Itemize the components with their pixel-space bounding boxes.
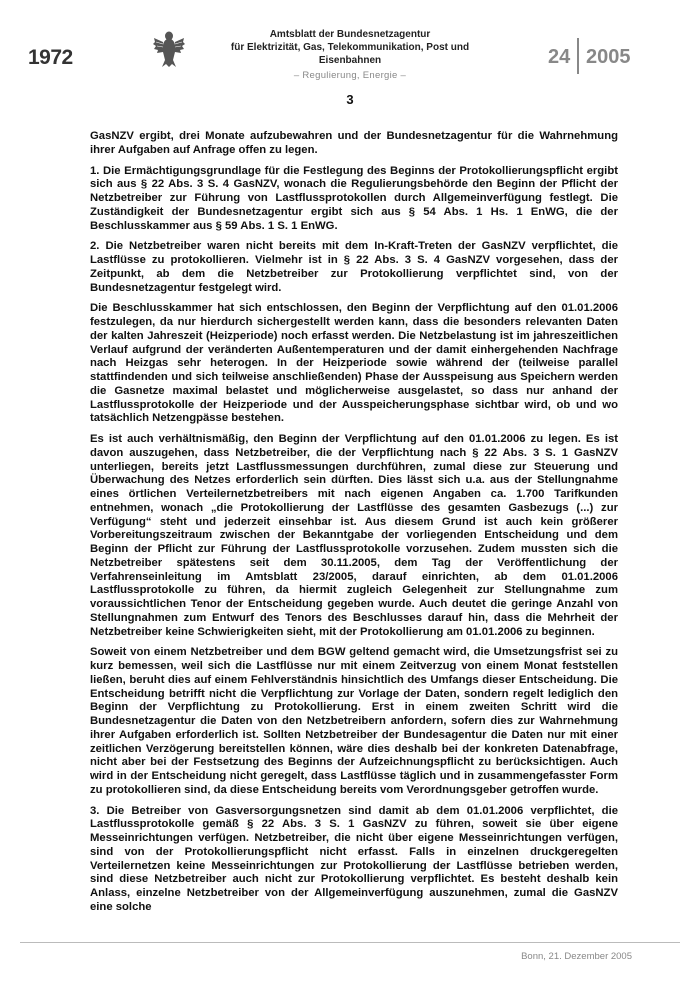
paragraph: Es ist auch verhältnismäßig, den Beginn der Verpflichtung auf den 01.01.2006 zu legen. Es ist davon auszugehen, dass Netzbetreiber, die der Verpflichtung nach § 22 Abs. 3 S. 1 GasNZV unterliegen, bereits jetzt Lastflussmessungen durchführen, zumal diese zur Steuerung und Überwachung des Netzes erforderlich sein dürften. Dies lässt sich u.a. aus der Stellungnahme eines örtlichen Verteilernetzbetreibers mit nach eigenen Angaben ca. 1.700 Tarifkunden entnehmen, wonach „die Protokollierung der Lastflüsse des gesamten Gasbezugs (...) zur Verfügung“ steht und jederzeit einsehbar ist. Aus diesem Grund ist auch kein größerer Vorbereitungszeitraum zwischen der Bekanntgabe der vorliegenden Entscheidung und dem Beginn der Pflicht zur Führung der Lastflussprotokolle vorzusehen. Zudem mussten sich die Netzbetreiber spätestens seit dem 30.11.2005, dem Tag der Veröffentlichung der Verfahrenseinleitung im Amtsblatt 23/2005, darauf einrichten, ab dem 01.01.2006 Lastflussprotokolle zu führen, da hiermit zugleich Gelegenheit zur Stellungnahme zum voraussichtlichen Tenor der Entscheidung gegeben wurde. Auch deutet die geringe Anzahl von Stellungnahmen zum Entwurf des Tenors des Beschlusses darauf hin, dass die Mehrheit der Netzbetreiber keine Schwierigkeiten sieht, mit der Protokollierung am 01.01.2006 zu beginnen. [90, 433, 618, 638]
journal-title-line-2: für Elektrizität, Gas, Telekommunikation, Post und Eisenbahnen [230, 42, 470, 66]
page-number: 1972 [28, 46, 73, 69]
paragraph: 2. Die Netzbetreiber waren nicht bereits mit dem In-Kraft-Treten der GasNZV verpflichtet, die Lastflüsse zu protokollieren. Vielmehr ist in § 22 Abs. 3 S. 4 GasNZV vorgesehen, dass der Zeitpunkt, ab dem die Netzbetreiber zur Protokollierung verpflichtet sind, von der Bundesnetzagentur festgelegt wird. [90, 240, 618, 294]
footer-divider [20, 942, 680, 943]
body-text [90, 130, 618, 922]
paragraph: Die Beschlusskammer hat sich entschlossen, den Beginn der Verpflichtung auf den 01.01.2006 festzulegen, da nur hierdurch sichergestellt werden kann, dass die besonders relevanten Daten der kalten Jahreszeit (Heizperiode) noch erfasst werden. Die Netzbelastung ist im jahreszeitlichen Verlauf aufgrund der veränderten Außentemperaturen und der damit einhergehenden Nachfrage nach Heizgas sehr heterogen. In der Heizperiode sowie während der (teilweise parallel stattfindenden und sich teilweise anschließenden) Phase der Ausspeisung aus Speichern werden die Gasnetze maximal belastet und möglicherweise ausgelastet, so dass nur anhand der Lastflussprotokolle der Heizperiode und der Ausspeicherungsphase sichtbar wird, ob und wo tatsächlich Netzengpässe bestehen. [90, 302, 618, 425]
federal-eagle-icon [152, 28, 186, 68]
section-number: 3 [346, 92, 354, 107]
issue-divider [577, 38, 579, 74]
paragraph: 1. Die Ermächtigungsgrundlage für die Festlegung des Beginns der Protokollierungspflicht ergibt sich aus § 22 Abs. 3 S. 4 GasNZV, wonach die Regulierungsbehörde den Beginn der Pflicht der Netzbetreiber zur Führung von Lastflussprotokollen durch Allgemeinverfügung festlegt. Die Zuständigkeit der Bundesnetzagentur ergibt sich aus § 54 Abs. 1 Hs. 1 EnWG, die der Beschlusskammer aus § 59 Abs. 1 S. 1 EnWG. [90, 164, 618, 232]
issue-number: 24 [548, 46, 571, 68]
footer-date: Bonn, 21. Dezember 2005 [521, 951, 632, 962]
journal-title [200, 28, 500, 81]
journal-subtitle: – Regulierung, Energie – [293, 70, 407, 81]
paragraph: GasNZV ergibt, drei Monate aufzubewahren und der Bundesnetzagentur für die Wahrnehmung ihrer Aufgaben auf Anfrage offen zu legen. [90, 130, 618, 156]
paragraph: 3. Die Betreiber von Gasversorgungsnetzen sind damit ab dem 01.01.2006 verpflichtet, die Lastflussprotokolle gemäß § 22 Abs. 3 S. 1 GasNZV zu führen, soweit sie über eigene Messeinrichtungen verfügen. Netzbetreiber, die nicht über eigene Messeinrichtungen verfügen, sind von der Protokollierungspflicht nicht erfasst. Falls in einzelnen druckgeregelten Verteilernetzen keine Messeinrichtungen zur Protokollierung der Lastflüsse betrieben werden, sind diese Netzbetreiber auch nicht zur Protokollierung verpflichtet. Es besteht deshalb kein Anlass, einzelne Netzbetreiber von der Allgemeinverfügung auszunehmen, zumal die GasNZV eine solche [90, 804, 618, 913]
issue-year: 2005 [586, 46, 631, 68]
paragraph: Soweit von einem Netzbetreiber und dem BGW geltend gemacht wird, die Umsetzungsfrist sei zu kurz bemessen, weil sich die Lastflüsse nur mit einem Zeitverzug von einem Monat feststellen ließen, beruht dies auf einem Fehlverständnis hinsichtlich des Umfangs dieser Entscheidung. Die Entscheidung betrifft nicht die Verpflichtung zur Vorlage der Daten, sondern regelt lediglich den Beginn der Verpflichtung zu Protokollierung. Erst in einem zweiten Schritt wird die Bundesnetzagentur die Daten von den Netzbetreibern anfordern, sofern dies zur Wahrnehmung ihrer Aufgaben erforderlich ist. Sollten Netzbetreiber der Bundesagentur die Daten nur mit einer zeitlichen Verzögerung bereitstellen können, wäre dies deshalb bei der konkreten Datenabfrage, nicht aber bei der Festsetzung des Beginns der Aufzeichnungspflicht zu berücksichtigen. Auch wird in der Entscheidung nicht geregelt, dass Lastflüsse täglich und in zusammengefasster Form zu protokollieren sind, da diese Entscheidung bereits vom Verordnungsgeber getroffen wurde. [90, 646, 618, 796]
journal-title-line-1: Amtsblatt der Bundesnetzagentur [269, 29, 431, 40]
